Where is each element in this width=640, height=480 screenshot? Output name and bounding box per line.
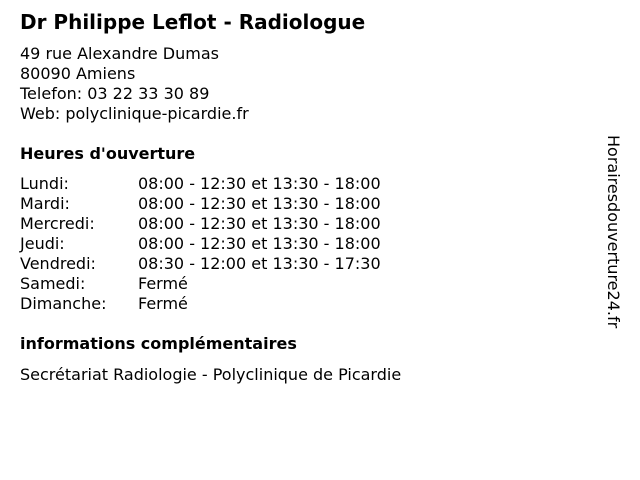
hours-time: 08:30 - 12:00 et 13:30 - 17:30 [138,254,381,273]
hours-row-sunday [20,294,381,314]
hours-row-friday [20,254,381,274]
hours-row-monday [20,174,381,194]
hours-time: 08:00 - 12:30 et 13:30 - 18:00 [138,174,381,193]
hours-row-tuesday [20,194,381,214]
hours-time: Fermé [138,294,188,313]
extra-info-text: Secrétariat Radiologie - Polyclinique de Picardie [20,365,402,384]
address-block [20,44,249,124]
phone-number: Telefon: 03 22 33 30 89 [20,84,210,103]
page-title: Dr Philippe Leflot - Radiologue [20,10,366,34]
hours-day: Dimanche: [20,294,107,313]
hours-day: Samedi: [20,274,86,293]
address-street: 49 rue Alexandre Dumas [20,44,219,63]
hours-time: Fermé [138,274,188,293]
hours-row-wednesday [20,214,381,234]
hours-row-saturday [20,274,381,294]
hours-day: Mardi: [20,194,70,213]
hours-time: 08:00 - 12:30 et 13:30 - 18:00 [138,234,381,253]
hours-row-thursday [20,234,381,254]
hours-day: Lundi: [20,174,69,193]
hours-time: 08:00 - 12:30 et 13:30 - 18:00 [138,194,381,213]
hours-heading: Heures d'ouverture [20,144,196,163]
address-city: 80090 Amiens [20,64,136,83]
hours-table [20,174,381,314]
hours-time: 08:00 - 12:30 et 13:30 - 18:00 [138,214,381,233]
extra-info-heading: informations complémentaires [20,334,297,353]
website-link: Web: polyclinique-picardie.fr [20,104,249,123]
hours-day: Jeudi: [20,234,65,253]
hours-day: Mercredi: [20,214,95,233]
hours-day: Vendredi: [20,254,96,273]
site-watermark: Horairesdouverture24.fr [604,135,623,329]
